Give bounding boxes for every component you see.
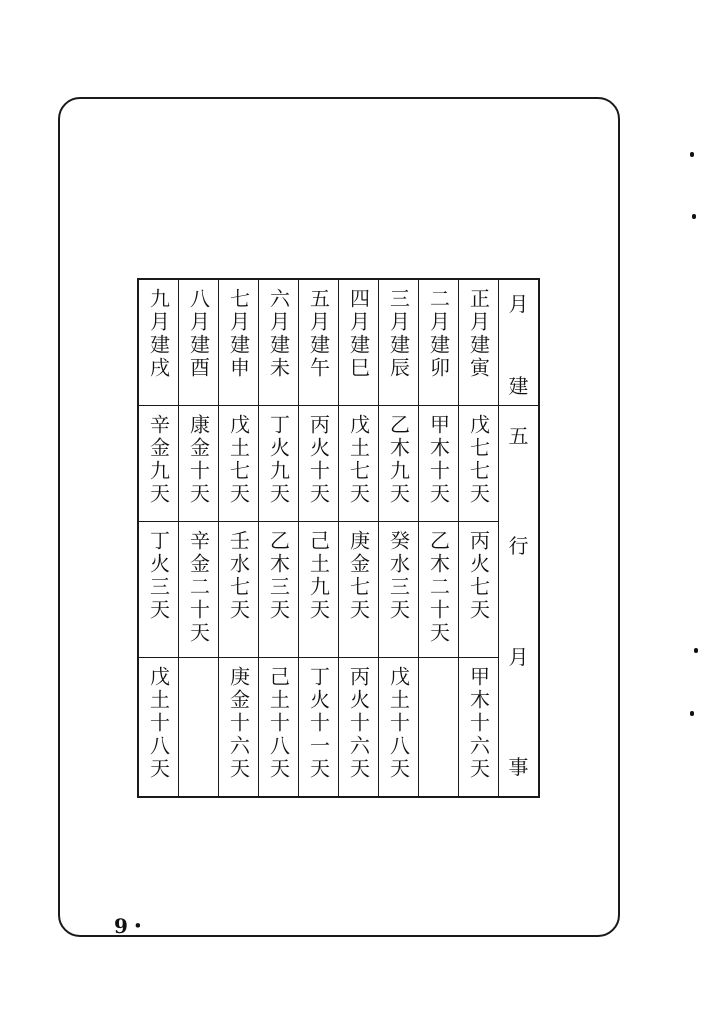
element-cell xyxy=(379,658,418,796)
month-cell xyxy=(179,280,218,406)
element-cell xyxy=(219,658,258,796)
element-cell xyxy=(379,406,418,522)
month-label: 五月建午 xyxy=(306,288,331,380)
header-char: 行 xyxy=(508,534,529,559)
element-cell xyxy=(459,406,498,522)
element-cell xyxy=(299,658,338,796)
month-cell xyxy=(459,280,498,406)
header-char: 月 xyxy=(508,644,529,669)
header-char: 五 xyxy=(508,424,529,448)
scan-mark xyxy=(690,152,694,157)
month-cell xyxy=(339,280,378,406)
element-cell xyxy=(219,406,258,522)
month-label: 九月建戌 xyxy=(146,288,171,380)
element-cell xyxy=(459,658,498,796)
table-column xyxy=(299,280,339,796)
table-column xyxy=(419,280,459,796)
element-text: 甲木十六天 xyxy=(466,666,491,781)
element-text: 康金十天 xyxy=(186,414,211,506)
header-char: 事 xyxy=(508,754,529,779)
element-text: 庚金七天 xyxy=(346,530,371,622)
header-char: 建 xyxy=(508,374,529,398)
element-cell xyxy=(459,522,498,658)
table-column xyxy=(219,280,259,796)
element-text: 辛金九天 xyxy=(146,414,171,506)
table-column xyxy=(379,280,419,796)
month-cell xyxy=(139,280,178,406)
header-column xyxy=(499,280,538,796)
element-cell xyxy=(419,406,458,522)
element-cell xyxy=(139,406,178,522)
element-cell xyxy=(179,522,218,658)
element-text: 壬水七天 xyxy=(226,530,251,622)
month-cell xyxy=(259,280,298,406)
element-text: 辛金二十天 xyxy=(186,530,211,645)
element-text: 丁火九天 xyxy=(266,414,291,506)
element-text: 己土十八天 xyxy=(266,666,291,781)
element-text: 丙火十天 xyxy=(306,414,331,506)
element-text: 癸水三天 xyxy=(386,530,411,622)
element-cell xyxy=(259,522,298,658)
month-label: 七月建申 xyxy=(226,288,251,380)
scan-mark xyxy=(690,711,694,716)
element-text: 乙木九天 xyxy=(386,414,411,506)
element-cell xyxy=(299,406,338,522)
table-column xyxy=(459,280,499,796)
element-text: 甲木十天 xyxy=(426,414,451,506)
month-element-table xyxy=(137,278,540,798)
element-cell xyxy=(379,522,418,658)
month-cell xyxy=(299,280,338,406)
element-text: 戊土十八天 xyxy=(386,666,411,781)
month-label: 六月建未 xyxy=(266,288,291,380)
element-text: 丁火十一天 xyxy=(306,666,331,781)
month-label: 八月建酉 xyxy=(186,288,211,380)
element-cell xyxy=(419,658,458,796)
header-element-cell xyxy=(499,406,538,796)
month-label: 三月建辰 xyxy=(386,288,411,380)
element-text: 戊土七天 xyxy=(346,414,371,506)
element-cell xyxy=(299,522,338,658)
table-column xyxy=(339,280,379,796)
element-cell xyxy=(339,522,378,658)
element-text: 乙木三天 xyxy=(266,530,291,622)
element-text: 乙木二十天 xyxy=(426,530,451,645)
element-cell xyxy=(339,406,378,522)
element-text: 丙火十六天 xyxy=(346,666,371,781)
scan-mark xyxy=(692,214,696,219)
element-text: 丙火七天 xyxy=(466,530,491,622)
element-text: 庚金十六天 xyxy=(226,666,251,781)
element-text: 戊土十八天 xyxy=(146,666,171,781)
month-label: 二月建卯 xyxy=(426,288,451,380)
element-cell xyxy=(179,406,218,522)
month-cell xyxy=(419,280,458,406)
element-text: 己土九天 xyxy=(306,530,331,622)
month-label: 正月建寅 xyxy=(466,288,491,380)
element-text: 戊七七天 xyxy=(466,414,491,506)
element-cell xyxy=(259,406,298,522)
element-text: 戊土七天 xyxy=(226,414,251,506)
month-cell xyxy=(219,280,258,406)
month-cell xyxy=(379,280,418,406)
element-cell xyxy=(179,658,218,796)
table-column xyxy=(179,280,219,796)
month-label: 四月建巳 xyxy=(346,288,371,380)
element-cell xyxy=(139,522,178,658)
element-cell xyxy=(139,658,178,796)
page-number: 9・ xyxy=(114,914,148,938)
element-cell xyxy=(419,522,458,658)
table-column xyxy=(259,280,299,796)
element-cell xyxy=(259,658,298,796)
table-column xyxy=(139,280,179,796)
header-char: 月 xyxy=(508,292,529,316)
scan-mark xyxy=(694,648,698,653)
header-month-cell xyxy=(499,280,538,406)
element-cell xyxy=(219,522,258,658)
element-cell xyxy=(339,658,378,796)
element-text: 丁火三天 xyxy=(146,530,171,622)
